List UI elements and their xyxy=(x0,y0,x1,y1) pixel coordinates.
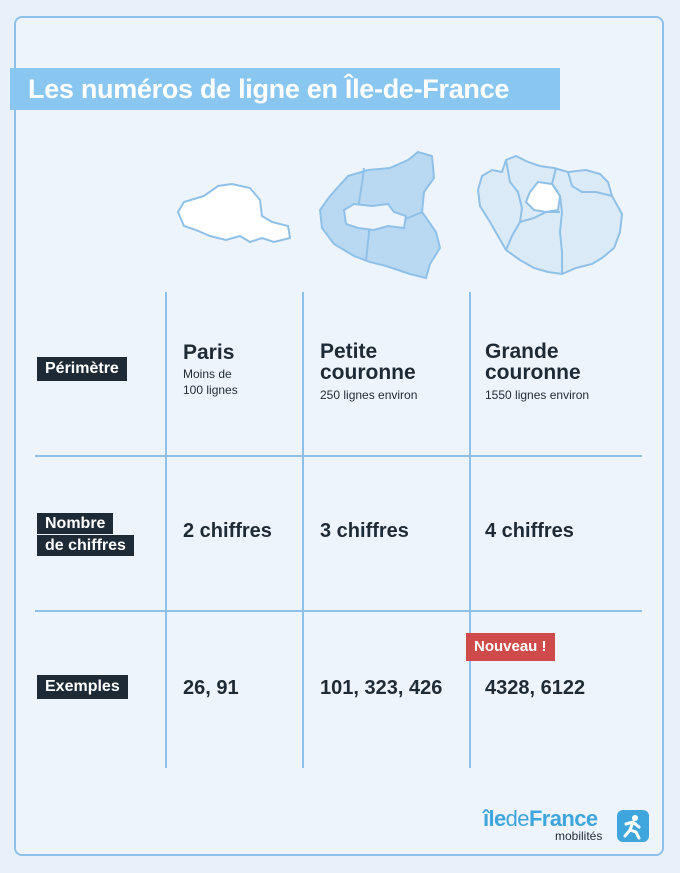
row-label-nombre-line1: Nombre xyxy=(37,513,113,534)
examples-paris: 26, 91 xyxy=(183,677,239,699)
zone-name-grande-line1: Grande xyxy=(485,340,559,363)
grid-divider-horizontal-2 xyxy=(35,610,642,612)
zone-desc-petite: 250 lignes environ xyxy=(320,388,418,402)
grid-divider-horizontal-1 xyxy=(35,455,642,457)
row-label-nombre-de-chiffres xyxy=(37,512,134,556)
person-walking-icon xyxy=(617,810,649,842)
zone-name-paris: Paris xyxy=(183,341,235,364)
zone-desc-paris-line1: Moins de xyxy=(183,367,232,381)
new-badge: Nouveau ! xyxy=(466,633,555,661)
zone-name-petite-line2: couronne xyxy=(320,361,416,384)
examples-petite: 101, 323, 426 xyxy=(320,677,443,699)
grid-divider-vertical-3 xyxy=(469,292,471,768)
logo-word-france: France xyxy=(528,806,598,831)
digits-grande: 4 chiffres xyxy=(485,520,574,542)
iledefrance-mobilites-logo xyxy=(483,806,653,846)
infographic-card xyxy=(14,16,664,856)
zone-desc-paris-line2: 100 lignes xyxy=(183,383,238,397)
paris-map xyxy=(174,180,294,250)
digits-petite: 3 chiffres xyxy=(320,520,409,542)
zone-desc-grande: 1550 lignes environ xyxy=(485,388,590,402)
examples-grande: 4328, 6122 xyxy=(485,677,586,699)
zone-name-petite-line1: Petite xyxy=(320,340,378,363)
row-label-exemples: Exemples xyxy=(37,675,128,699)
digits-paris: 2 chiffres xyxy=(183,520,272,542)
page-title: Les numéros de ligne en Île-de-France xyxy=(10,68,560,110)
grande-couronne-map xyxy=(476,152,631,278)
grid-divider-vertical-2 xyxy=(302,292,304,768)
petite-couronne-map xyxy=(318,148,443,280)
row-label-nombre-line2: de chiffres xyxy=(37,535,134,556)
zone-name-grande-line2: couronne xyxy=(485,361,581,384)
logo-word-ile: île xyxy=(483,806,506,831)
logo-word-de: de xyxy=(505,806,529,831)
grid-divider-vertical-1 xyxy=(165,292,167,768)
row-label-perimetre: Périmètre xyxy=(37,357,127,381)
logo-subtitle: mobilités xyxy=(555,829,603,843)
